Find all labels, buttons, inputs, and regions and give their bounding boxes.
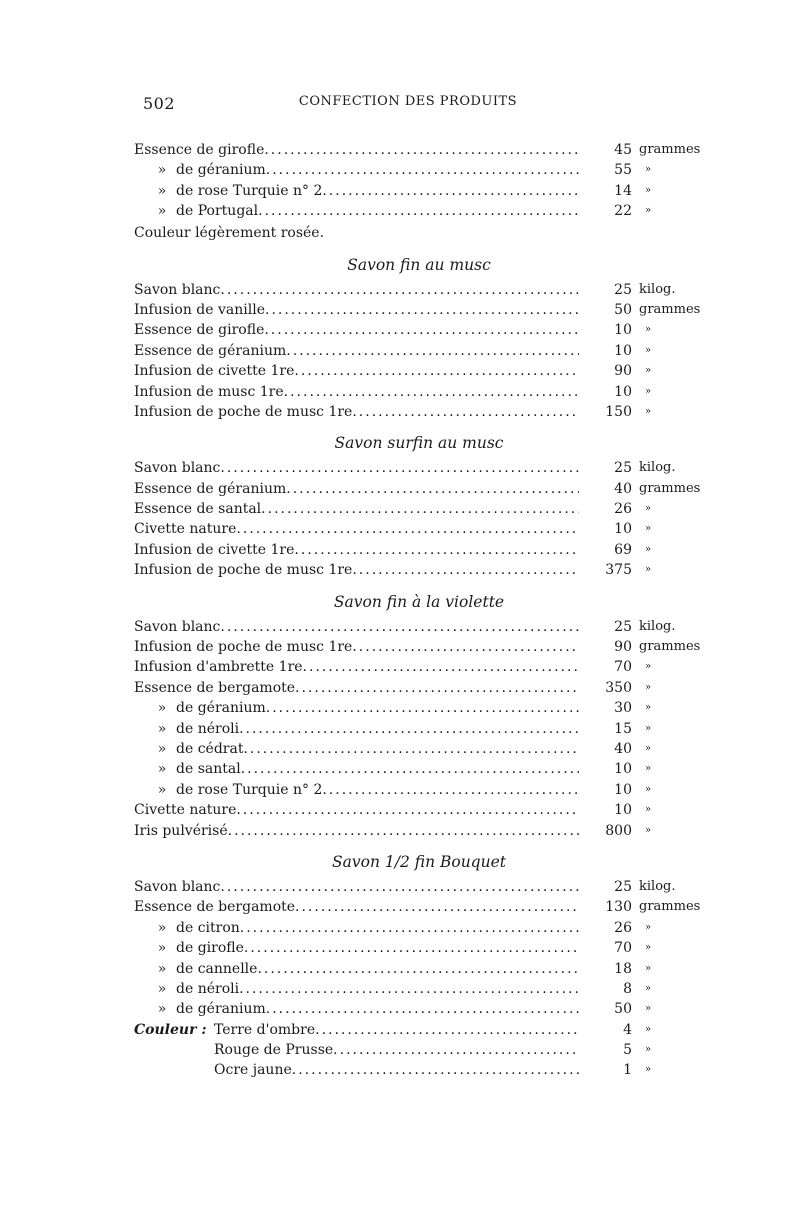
color-quantity: 5	[623, 1042, 632, 1059]
ingredient-name: de géranium	[176, 162, 266, 179]
ingredient-name: Civette nature	[134, 521, 237, 538]
ingredient-quantity: 50	[614, 1001, 632, 1018]
ingredient-unit: grammes	[639, 142, 701, 157]
page-number: 502	[143, 94, 176, 113]
recipe-section	[134, 587, 704, 841]
leader-dots	[294, 363, 579, 379]
color-prefix: Couleur :	[134, 1021, 207, 1038]
ingredient-name: de rose Turquie n° 2	[176, 182, 323, 199]
ingredient-row	[134, 181, 704, 201]
ingredient-name: de girofle	[176, 940, 244, 957]
ingredient-name: Infusion de civette 1re	[134, 541, 295, 558]
ingredient-row	[134, 637, 704, 657]
ingredient-quantity: 10	[614, 802, 632, 819]
color-name: Rouge de Prusse	[214, 1042, 334, 1059]
ingredient-row	[134, 402, 704, 422]
ingredient-quantity: 10	[614, 521, 632, 538]
ingredient-unit: »	[645, 523, 652, 535]
ingredient-unit: »	[645, 742, 652, 754]
recipe-section	[134, 140, 704, 244]
running-head	[143, 94, 673, 118]
ingredient-unit: »	[645, 982, 652, 994]
color-quantity: 4	[623, 1021, 632, 1038]
ingredient-name: Infusion de musc 1re	[134, 383, 284, 400]
leader-dots	[220, 460, 579, 476]
leader-dots	[333, 1042, 579, 1058]
ingredient-row	[134, 140, 704, 160]
ingredient-unit: kilog.	[639, 460, 676, 476]
ingredient-row	[134, 382, 704, 402]
leader-dots	[240, 920, 579, 936]
ingredient-quantity: 10	[614, 383, 632, 400]
leader-dots	[239, 721, 579, 737]
ditto-mark: »	[157, 960, 167, 977]
ingredient-unit: grammes	[639, 899, 701, 915]
ingredient-unit: »	[645, 205, 652, 217]
ingredient-unit: »	[645, 681, 652, 693]
ingredient-unit: »	[645, 702, 652, 714]
leader-dots	[228, 823, 579, 839]
leader-dots	[322, 782, 579, 798]
ingredient-name: de Portugal	[176, 203, 259, 220]
ingredient-row	[134, 698, 704, 718]
ingredient-unit: »	[645, 962, 652, 974]
ingredient-name: Infusion d'ambrette 1re	[134, 659, 303, 676]
ingredient-name: de citron	[176, 919, 240, 936]
leader-dots	[292, 1062, 579, 1078]
leader-dots	[322, 183, 579, 199]
ingredient-quantity: 25	[614, 618, 632, 635]
ingredient-name: Infusion de poche de musc 1re	[134, 562, 353, 579]
ingredient-row	[134, 800, 704, 820]
ingredient-quantity: 10	[614, 781, 632, 798]
ingredient-name: Infusion de vanille	[134, 301, 265, 318]
leader-dots	[264, 322, 579, 338]
ditto-mark: »	[157, 203, 167, 220]
recipe-list	[134, 140, 704, 1081]
ingredient-quantity: 40	[614, 740, 632, 757]
ingredient-row	[134, 739, 704, 759]
ditto-mark: »	[157, 940, 167, 957]
ingredient-name: Infusion de civette 1re	[134, 363, 295, 380]
leader-dots	[286, 481, 579, 497]
leader-dots	[286, 343, 579, 359]
color-row	[134, 1060, 704, 1080]
leader-dots	[236, 802, 579, 818]
ingredient-unit: »	[645, 503, 652, 515]
ingredient-row	[134, 877, 704, 897]
ditto-mark: »	[157, 781, 167, 798]
ingredient-quantity: 70	[614, 940, 632, 957]
ingredient-row	[134, 300, 704, 320]
ingredient-row	[134, 938, 704, 958]
color-unit: »	[645, 1064, 652, 1076]
ingredient-name: de santal	[176, 761, 241, 778]
ditto-mark: »	[157, 1001, 167, 1018]
ingredient-row	[134, 519, 704, 539]
color-name: Ocre jaune	[214, 1062, 292, 1079]
color-unit: »	[645, 1023, 652, 1035]
ditto-mark: »	[157, 182, 167, 199]
ingredient-row	[134, 458, 704, 478]
leader-dots	[352, 562, 579, 578]
leader-dots	[257, 961, 579, 977]
ingredient-row	[134, 959, 704, 979]
ingredient-row	[134, 821, 704, 841]
leader-dots	[243, 741, 579, 757]
ingredient-quantity: 375	[605, 562, 632, 579]
ingredient-row	[134, 999, 704, 1019]
ingredient-row	[134, 897, 704, 917]
leader-dots	[220, 282, 579, 298]
ingredient-unit: grammes	[639, 301, 701, 317]
ingredient-quantity: 70	[614, 659, 632, 676]
ingredient-row	[134, 540, 704, 560]
ingredient-name: Savon blanc	[134, 618, 221, 635]
ingredient-row	[134, 160, 704, 180]
ingredient-row	[134, 657, 704, 677]
recipe-section	[134, 847, 704, 1081]
color-quantity: 1	[623, 1062, 632, 1079]
ingredient-unit: »	[645, 405, 652, 417]
ingredient-quantity: 69	[614, 541, 632, 558]
ingredient-row	[134, 341, 704, 361]
ingredient-unit: »	[645, 661, 652, 673]
leader-dots	[295, 680, 579, 696]
ingredient-quantity: 15	[614, 720, 632, 737]
ingredient-unit: »	[645, 783, 652, 795]
ingredient-quantity: 25	[614, 281, 632, 298]
ingredient-quantity: 10	[614, 761, 632, 778]
ingredient-quantity: 18	[614, 960, 632, 977]
leader-dots	[266, 1001, 579, 1017]
ingredient-unit: »	[645, 824, 652, 836]
ditto-mark: »	[157, 720, 167, 737]
ingredient-name: de cédrat	[176, 740, 244, 757]
leader-dots	[239, 981, 579, 997]
ingredient-unit: »	[645, 722, 652, 734]
ingredient-name: Iris pulvérisé	[134, 822, 228, 839]
ingredient-quantity: 90	[614, 363, 632, 380]
leader-dots	[303, 659, 579, 675]
ingredient-quantity: 8	[623, 980, 632, 997]
ingredient-quantity: 45	[614, 142, 632, 158]
ingredient-unit: kilog.	[639, 281, 676, 297]
leader-dots	[264, 142, 579, 158]
color-name: Terre d'ombre	[214, 1021, 316, 1038]
recipe-title: Savon surfin au musc	[334, 434, 504, 453]
ingredient-row	[134, 560, 704, 580]
leader-dots	[265, 302, 579, 318]
leader-dots	[266, 700, 579, 716]
ingredient-row	[134, 361, 704, 381]
ingredient-name: de rose Turquie n° 2	[176, 781, 323, 798]
ingredient-unit: »	[645, 385, 652, 397]
ingredient-name: Essence de girofle	[134, 322, 265, 339]
leader-dots	[258, 203, 579, 219]
leader-dots	[315, 1022, 579, 1038]
color-row	[134, 1020, 704, 1040]
ingredient-name: de géranium	[176, 1001, 266, 1018]
ingredient-quantity: 10	[614, 322, 632, 339]
ingredient-row	[134, 201, 704, 221]
ingredient-unit: »	[645, 184, 652, 196]
ingredient-unit: »	[645, 564, 652, 576]
leader-dots	[261, 501, 579, 517]
leader-dots	[284, 384, 579, 400]
ingredient-quantity: 50	[614, 301, 632, 318]
leader-dots	[266, 162, 579, 178]
ingredient-quantity: 90	[614, 639, 632, 656]
leader-dots	[241, 761, 579, 777]
recipe-title: Savon 1/2 fin Bouquet	[332, 852, 506, 871]
ingredient-unit: grammes	[639, 480, 701, 496]
ingredient-name: Savon blanc	[134, 281, 221, 298]
recipe-section	[134, 428, 704, 580]
recipe-title: Savon fin au musc	[347, 255, 491, 274]
ingredient-name: Essence de bergamote	[134, 679, 296, 696]
ingredient-quantity: 150	[605, 403, 632, 420]
leader-dots	[220, 879, 579, 895]
ingredient-quantity: 26	[614, 919, 632, 936]
ditto-mark: »	[157, 761, 167, 778]
ingredient-quantity: 40	[614, 480, 632, 497]
leader-dots	[295, 899, 579, 915]
ingredient-row	[134, 780, 704, 800]
ditto-mark: »	[157, 700, 167, 717]
ingredient-row	[134, 320, 704, 340]
ingredient-name: Infusion de poche de musc 1re	[134, 403, 353, 420]
ingredient-name: Civette nature	[134, 802, 237, 819]
recipe-note: Couleur légèrement rosée.	[134, 224, 325, 241]
color-unit: »	[645, 1044, 652, 1056]
leader-dots	[352, 404, 579, 420]
ingredient-row	[134, 719, 704, 739]
ingredient-row	[134, 617, 704, 637]
ingredient-row	[134, 678, 704, 698]
ingredient-name: Savon blanc	[134, 460, 221, 477]
recipe-section	[134, 250, 704, 423]
leader-dots	[220, 619, 579, 635]
ingredient-unit: kilog.	[639, 878, 676, 894]
ingredient-unit: »	[645, 942, 652, 954]
ingredient-name: de néroli	[176, 980, 240, 997]
ingredient-unit: »	[645, 543, 652, 555]
leader-dots	[294, 542, 579, 558]
ingredient-row	[134, 499, 704, 519]
ingredient-name: de cannelle	[176, 960, 258, 977]
leader-dots	[352, 639, 579, 655]
ingredient-row	[134, 918, 704, 938]
ingredient-unit: »	[645, 1003, 652, 1015]
ingredient-row	[134, 759, 704, 779]
ingredient-row	[134, 280, 704, 300]
ingredient-quantity: 22	[614, 203, 632, 220]
leader-dots	[244, 940, 579, 956]
ingredient-unit: grammes	[639, 639, 701, 655]
ingredient-unit: »	[645, 344, 652, 356]
ditto-mark: »	[157, 919, 167, 936]
ingredient-row	[134, 979, 704, 999]
recipe-title: Savon fin à la violette	[333, 592, 505, 611]
ingredient-quantity: 26	[614, 501, 632, 518]
ingredient-quantity: 25	[614, 460, 632, 477]
ingredient-name: Savon blanc	[134, 878, 221, 895]
ingredient-unit: kilog.	[639, 618, 676, 634]
ditto-mark: »	[157, 980, 167, 997]
ingredient-unit: »	[645, 365, 652, 377]
ingredient-quantity: 130	[605, 899, 632, 916]
ingredient-row	[134, 479, 704, 499]
ingredient-name: Essence de bergamote	[134, 899, 296, 916]
ingredient-unit: »	[645, 921, 652, 933]
ingredient-quantity: 10	[614, 342, 632, 359]
ingredient-unit: »	[645, 324, 652, 336]
ingredient-quantity: 25	[614, 878, 632, 895]
leader-dots	[236, 521, 579, 537]
ingredient-name: Essence de géranium	[134, 480, 287, 497]
ingredient-name: Essence de girofle	[134, 142, 265, 158]
ingredient-name: Infusion de poche de musc 1re	[134, 639, 353, 656]
ingredient-name: Essence de santal	[134, 501, 262, 518]
ingredient-unit: »	[645, 164, 652, 176]
ingredient-quantity: 30	[614, 700, 632, 717]
ingredient-name: de néroli	[176, 720, 240, 737]
ingredient-quantity: 55	[614, 162, 632, 179]
ingredient-unit: »	[645, 804, 652, 816]
ingredient-unit: »	[645, 763, 652, 775]
ingredient-name: Essence de géranium	[134, 342, 287, 359]
ingredient-name: de géranium	[176, 700, 266, 717]
ingredient-quantity: 14	[614, 182, 632, 199]
ingredient-quantity: 350	[605, 679, 632, 696]
page-header-title: CONFECTION DES PRODUITS	[298, 94, 518, 109]
ditto-mark: »	[157, 740, 167, 757]
ditto-mark: »	[157, 162, 167, 179]
color-row	[134, 1040, 704, 1060]
ingredient-quantity: 800	[605, 822, 632, 839]
